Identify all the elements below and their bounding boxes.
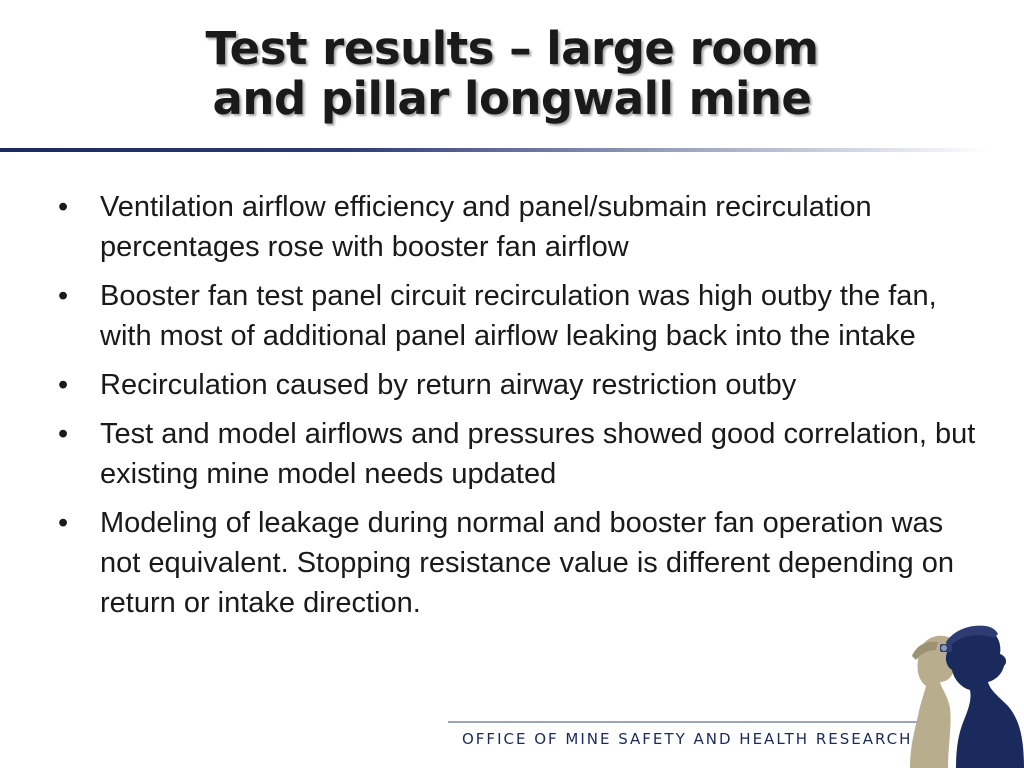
bullet-item [58, 503, 978, 623]
bullet-marker: • [58, 280, 69, 312]
bullet-text: Test and model airflows and pressures showed good correlation, but existing mine model needs updated [100, 418, 976, 490]
title-underline [0, 148, 990, 152]
bullet-marker: • [58, 369, 69, 401]
bullet-item [58, 414, 978, 494]
footer-divider [448, 721, 918, 723]
bullet-text: Recirculation caused by return airway restriction outby [100, 369, 797, 401]
title-line-2: and pillar longwall mine [212, 72, 812, 125]
bullet-item [58, 365, 978, 405]
bullet-item [58, 187, 978, 267]
title-line-1: Test results – large room [205, 22, 819, 75]
slide-title [60, 24, 964, 124]
bullet-text: Modeling of leakage during normal and booster fan operation was not equivalent. Stopping resistance value is different depending on return or intake direction. [100, 507, 954, 619]
bullet-marker: • [58, 191, 69, 223]
bullet-marker: • [58, 418, 69, 450]
bullet-list [58, 187, 978, 632]
miner-silhouette-icon [896, 616, 1024, 768]
bullet-item [58, 276, 978, 356]
bullet-text: Ventilation airflow efficiency and panel/submain recirculation percentages rose with booster fan airflow [100, 191, 872, 263]
bullet-text: Booster fan test panel circuit recirculation was high outby the fan, with most of additional panel airflow leaking back into the intake [100, 280, 937, 352]
bullet-marker: • [58, 507, 69, 539]
footer-org-name: OFFICE OF MINE SAFETY AND HEALTH RESEARCH [462, 730, 913, 748]
